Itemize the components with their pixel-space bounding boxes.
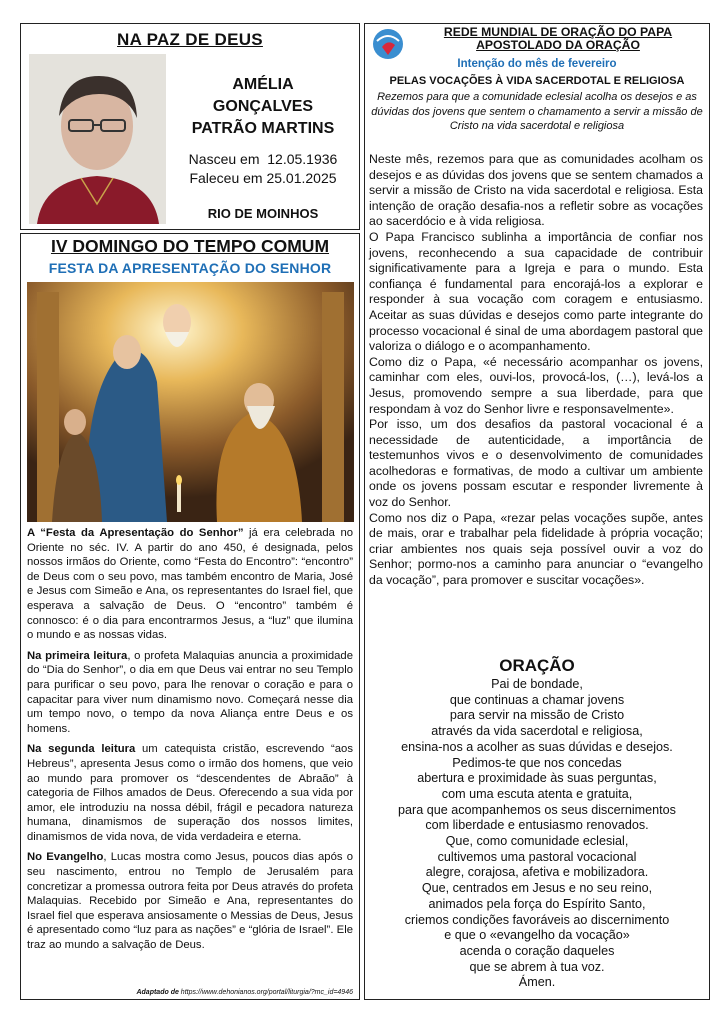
prayer-line: Que, centrados em Jesus e no seu reino, xyxy=(421,881,653,896)
prayer-line: através da vida sacerdotal e religiosa, xyxy=(431,724,643,739)
intention-heading: PELAS VOCAÇÕES À VIDA SACERDOTAL E RELIGIOSA xyxy=(389,75,685,87)
prayer-network-title: REDE MUNDIAL DE ORAÇÃO DO PAPA APOSTOLADO DA ORAÇÃO xyxy=(443,25,673,52)
prayer-line: Ámen. xyxy=(518,975,556,990)
reflection-paragraph: Como nos diz o Papa, «rezar pelas vocações supõe, antes de mais, orar e trabalhar pela fidelidade à própria vocação; criar ambientes nos quais seja possível ouvir a voz do Senhor; pormo-nos a caminho para anunciar o “evangelho da vocação”, para promover e suscitar vocações». xyxy=(369,510,703,588)
prayer-line: animados pela força do Espírito Santo, xyxy=(428,896,646,911)
prayer-line: com uma escuta atenta e gratuita, xyxy=(441,786,633,801)
gospel-paragraph: No Evangelho, Lucas mostra como Jesus, poucos dias após o seu nascimento, entrou no Templo de Jerusalém para concretizar a promessa outrora feita por Deus através do profeta Malaquias. Recebido por Simeão e Ana, representantes do Israel fiel que esperava ansiosamente o Messias de Deus, Jesus é apresentado como “luz para as nações” e “glória de Israel”. Ele traz ao mundo a salvação de Deus. xyxy=(27,851,354,952)
obituary-dates xyxy=(171,150,355,188)
prayer-line: que se abrem à tua voz. xyxy=(469,959,605,974)
source-credit: Adaptado de https://www.dehonianos.org/portal/liturgia/?mc_id=4946 xyxy=(136,989,353,996)
prayer-line: que continuas a chamar jovens xyxy=(449,692,625,707)
deceased-name: AMÉLIA GONÇALVES PATRÃO MARTINS xyxy=(191,76,335,137)
prayer-line: com liberdade e entusiasmo renovados. xyxy=(425,818,649,833)
prayer-title: ORAÇÃO xyxy=(499,656,575,675)
prayer-line: Pai de bondade, xyxy=(491,677,583,691)
monthly-intention-label: Intenção do mês de fevereiro xyxy=(457,58,617,70)
prayer-line: para servir na missão de Cristo xyxy=(449,708,625,723)
sunday-panel xyxy=(20,233,360,1000)
prayer-line: para que acompanhemos os seus discernimentos xyxy=(398,802,676,817)
prayer-network-logo xyxy=(369,27,407,61)
feast-subtitle: FESTA DA APRESENTAÇÃO DO SENHOR xyxy=(48,260,332,276)
reflection-paragraph: Como diz o Papa, «é necessário acompanhar os jovens, caminhar com eles, ouvi-los, provocá-los, (…), levá-los a Jesus, promovendo sempre a sua liberdade, para que respondam à voz do Senhor livre e responsavelmente». xyxy=(369,354,703,416)
prayer-line: Pedimos-te que nos concedas xyxy=(452,755,622,770)
death-date: Faleceu em 25.01.2025 xyxy=(189,170,337,186)
presentation-painting xyxy=(27,282,354,522)
prayer-line: cultivemos uma pastoral vocacional xyxy=(437,849,637,864)
prayer-line: acenda o coração daqueles xyxy=(459,943,615,958)
obituary-panel xyxy=(20,23,360,230)
prayer-line: ensina-nos a acolher as suas dúvidas e desejos. xyxy=(401,739,673,754)
source-link[interactable]: https://www.dehonianos.org/portal/liturgia/?mc_id=4946 xyxy=(178,989,353,996)
obituary-title: NA PAZ DE DEUS xyxy=(117,30,263,49)
obituary-place: RIO DE MOINHOS xyxy=(207,206,319,221)
intro-paragraph: A “Festa da Apresentação do Senhor” já era celebrada no Oriente no séc. IV. A partir do ano 450, é designada, pelos nossos irmãos do Oriente, como “Festa do Encontro”: “encontro” de Deus com o seu povo, mas também encontro de Maria, José e Jesus com Simeão e Ana, os representantes do Israel fiel, que esperava a salvação de Deus. O “encontro” também é connosco: é o dia para encontrarmos Jesus, a “luz” que ilumina o mundo e as nossas vidas. xyxy=(27,527,354,642)
reflection-paragraph: O Papa Francisco sublinha a importância de confiar nos jovens, reconhecendo a sua capacidade de contribuir significativamente para a Igreja e para o mundo. Esta confiança é fundamental para encorajá-los a explorar e responder à sua vocação com coragem e entusiasmo. Aceitar as suas dúvidas e desejos como parte integrante do processo vocacional é sinal de uma abordagem pastoral que valoriza o diálogo e o acompanhamento. xyxy=(369,229,703,354)
prayer-network-panel xyxy=(364,23,710,1000)
sunday-reflection xyxy=(27,526,353,959)
prayer-line: abertura e proximidade às suas perguntas, xyxy=(417,771,657,786)
sunday-title: IV DOMINGO DO TEMPO COMUM xyxy=(50,236,330,256)
reflection-paragraph: Por isso, um dos desafios da pastoral vocacional é a necessidade de autenticidade, a importância de testemunhos vivos e o desenvolvimento de comunidades acolhedoras e formativas, de modo a cultivar um ambiente onde os jovens possam escutar e responder livremente à voz do Senhor. xyxy=(369,417,703,510)
birth-date: Nasceu em 12.05.1936 xyxy=(188,151,338,167)
prayer-line: alegre, corajosa, afetiva e mobilizadora. xyxy=(425,865,649,880)
deceased-photo xyxy=(29,54,166,224)
reflection-paragraph: Neste mês, rezemos para que as comunidades acolham os desejos e as dúvidas dos jovens que se sentem chamados a servir a missão de Cristo na vida sacerdotal e religiosa. Esta intenção de oração desafia-nos a refletir sobre as vocações ao sacerdócio e à vida religiosa. xyxy=(369,152,703,229)
prayer-line: e que o «evangelho da vocação» xyxy=(444,928,630,943)
prayer-line: criemos condições favoráveis ao discernimento xyxy=(404,912,670,927)
second-reading-paragraph: Na segunda leitura um catequista cristão, escrevendo “aos Hebreus”, apresenta Jesus como o irmão dos homens, que veio ao mundo para promover os “descendentes de Abraão” à categoria de Filhos amados de Deus. Oferecendo a sua vida por amor, ele introduziu na nossa débil, frágil e pecadora natureza humana, dinamismos de superação dos nossos limites, dinamismos de vida nova, de vida verdadeira e eterna. xyxy=(27,743,353,843)
first-reading-paragraph: Na primeira leitura, o profeta Malaquias anuncia a proximidade do “Dia do Senhor”, o dia em que Deus vai entrar no seu Templo para purificar o seu povo, para lhe renovar o coração e para o capacitar para viver num dinamismo novo. Começará nesse dia um tempo novo, o tempo da nova Aliança entre Deus e os homens. xyxy=(27,649,353,735)
prayer-line: Que, como comunidade eclesial, xyxy=(445,834,629,849)
intention-reflection xyxy=(369,152,703,589)
intention-text: Rezemos para que a comunidade eclesial acolha os desejos e as dúvidas dos jovens que sentem o chamamento a servir a missão de Cristo na vida sacerdotal e religiosa xyxy=(371,91,703,132)
prayer-text xyxy=(365,677,709,991)
